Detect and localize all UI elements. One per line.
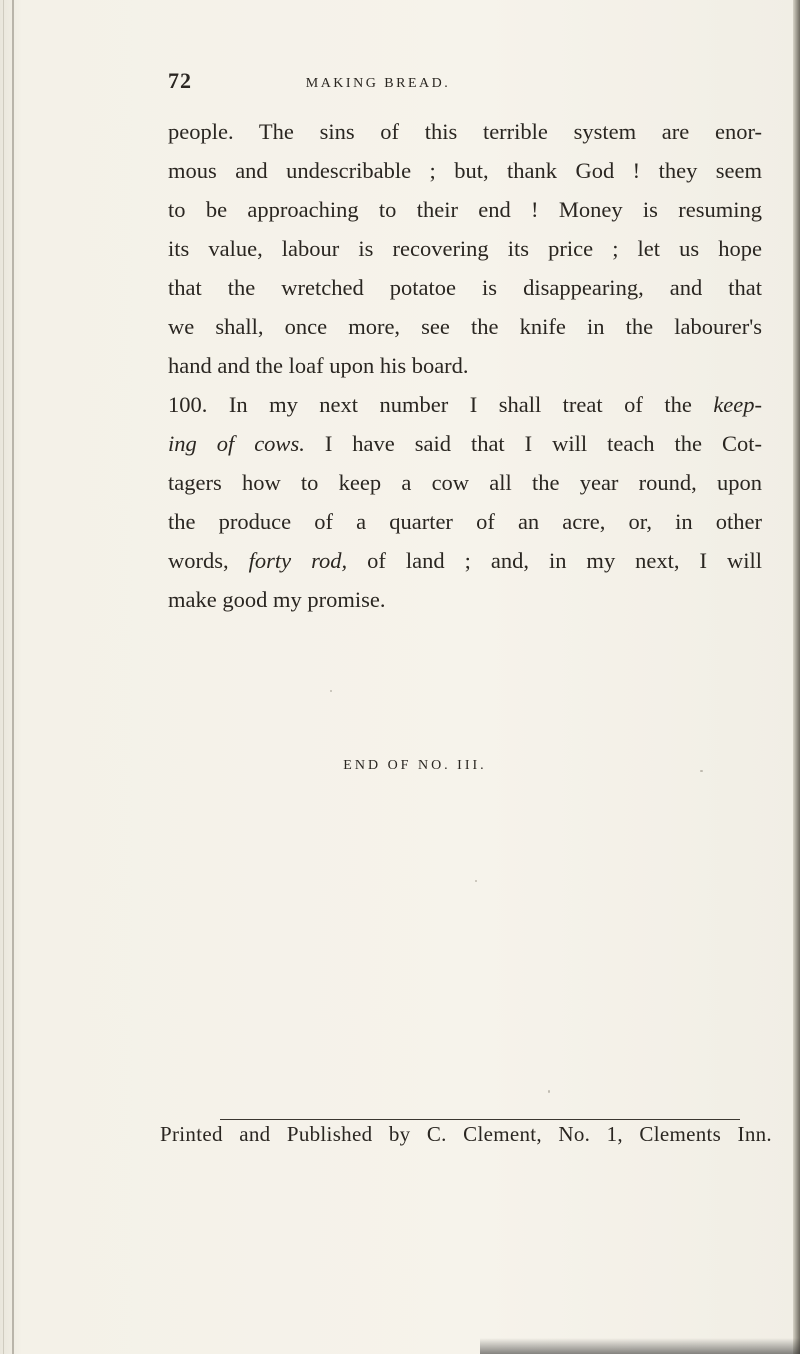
text-line: to be approaching to their end ! Money is resuming [168, 197, 762, 222]
paragraph-100-line-5: words, forty rod, of land ; and, in my next, I will [168, 548, 763, 573]
running-head: MAKING BREAD. [305, 76, 451, 91]
end-of-number-mark: END OF NO. III. [343, 758, 487, 773]
page-number: 72 [168, 68, 192, 93]
paper-speck [330, 690, 332, 692]
text-line: the produce of a quarter of an acre, or, in other [168, 509, 762, 534]
body-text [168, 112, 762, 619]
text-line: make good my promise. [168, 587, 386, 612]
text-line: hand and the loaf upon his board. [168, 353, 469, 378]
italic-text: ing of cows. [168, 431, 305, 456]
page-right-edge [793, 0, 800, 1354]
paragraph-100-line-2: ing of cows. I have said that I will teach the Cot- [168, 431, 762, 456]
paper-speck [548, 1090, 550, 1093]
italic-text: forty rod, [248, 548, 348, 573]
text-line: people. The sins of this terrible system are enor- [168, 119, 762, 144]
page-edge-line [3, 0, 4, 1354]
binding-line [12, 0, 14, 1354]
italic-text: keep- [713, 392, 763, 417]
paragraph-number: 100. [168, 392, 208, 417]
text-line: tagers how to keep a cow all the year round, upon [168, 470, 762, 495]
imprint-rule [220, 1119, 740, 1120]
printer-imprint: Printed and Published by C. Clement, No. 1, Clements Inn. [160, 1122, 772, 1146]
text-line: we shall, once more, see the knife in the labourer's [168, 314, 762, 339]
text-line: that the wretched potatoe is disappearing, and that [168, 275, 762, 300]
paper-speck [475, 880, 477, 882]
paragraph-100-line-1: 100. In my next number I shall treat of the keep- [168, 392, 763, 417]
text-line: mous and undescribable ; but, thank God ! they seem [168, 158, 762, 183]
page-header [168, 68, 588, 98]
text-line: its value, labour is recovering its price ; let us hope [168, 236, 762, 261]
page-bottom-shadow [480, 1338, 800, 1354]
